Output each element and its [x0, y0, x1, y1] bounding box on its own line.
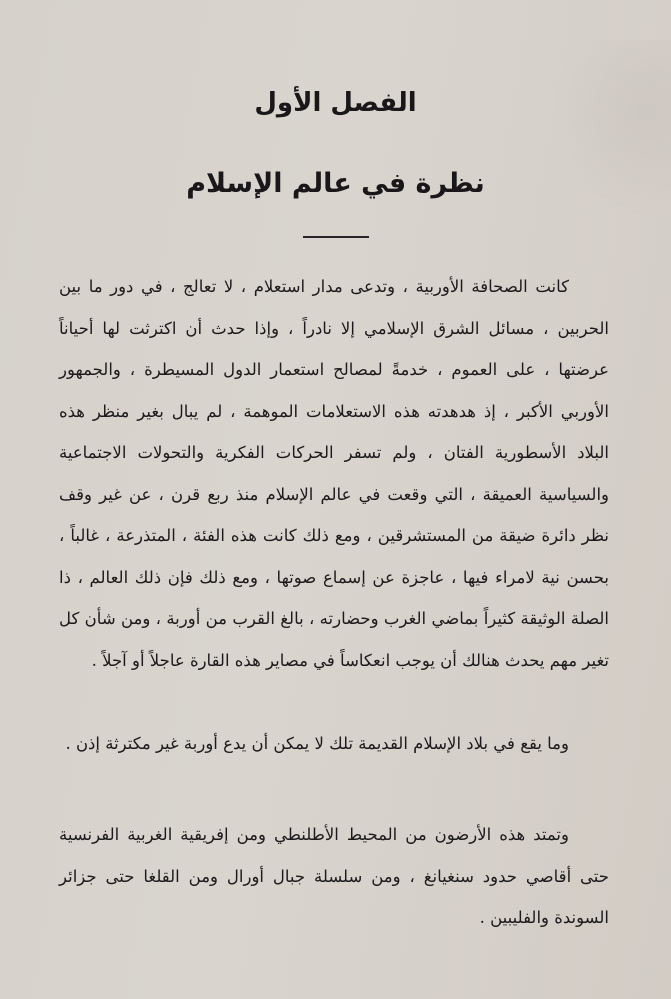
- chapter-title: الفصل الأول: [254, 88, 417, 118]
- title-divider: [303, 236, 369, 238]
- paragraph-2: [59, 723, 609, 765]
- chapter-subtitle: نظرة في عالم الإسلام: [186, 168, 485, 199]
- paragraph-3-text: وتمتد هذه الأرضون من المحيط الأطلنطي ومن إفريقية الغربية الفرنسية حتى أقاصي حدود سنغيانغ ، ومن سلسلة جبال أورال ومن القلغا حتى جزائر السوندة والفليبين .: [59, 825, 609, 927]
- paragraph-1-text: كانت الصحافة الأوربية ، وتدعى مدار استعلام ، لا تعالج ، في دور ما بين الحربين ، مسائل الشرق الإسلامي إلا نادراً ، وإذا حدث أن اكترثت لها أحياناً عرضتها ، على العموم ، خدمةً لمصالح استعمار الدول المسيطرة ، والجمهور الأوربي الأكبر ، إذ هدهدته هذه الاستعلامات الموهمة ، لم يبال بغير منظر هذه البلاد الأسطورية الفتان ، ولم تسفر الحركات الفكرية والتحولات الاجتماعية والسياسية العميقة ، التي وقعت في عالم الإسلام منذ ربع قرن ، عن غير وقف نظر دائرة ضيقة من المستشرقين ، ومع ذلك كانت هذه الفئة ، المتذرعة ، غالباً ، بحسن نية لامراء فيها ، عاجزة عن إسماع صوتها ، ومع ذلك فإن ذلك العالم ، ذا الصلة الوثيقة كثيراً بماضي الغرب وحضارته ، بالغ القرب من أوربة ، ومن شأن كل تغير مهم يحدث هنالك أن يوجب انعكاساً في مصاير هذه القارة عاجلاً أو آجلاً .: [59, 277, 609, 670]
- paragraph-3: [59, 814, 609, 939]
- paragraph-1: [59, 266, 609, 681]
- paragraph-2-text: وما يقع في بلاد الإسلام القديمة تلك لا يمكن أن يدع أوربة غير مكترثة إذن .: [65, 734, 569, 753]
